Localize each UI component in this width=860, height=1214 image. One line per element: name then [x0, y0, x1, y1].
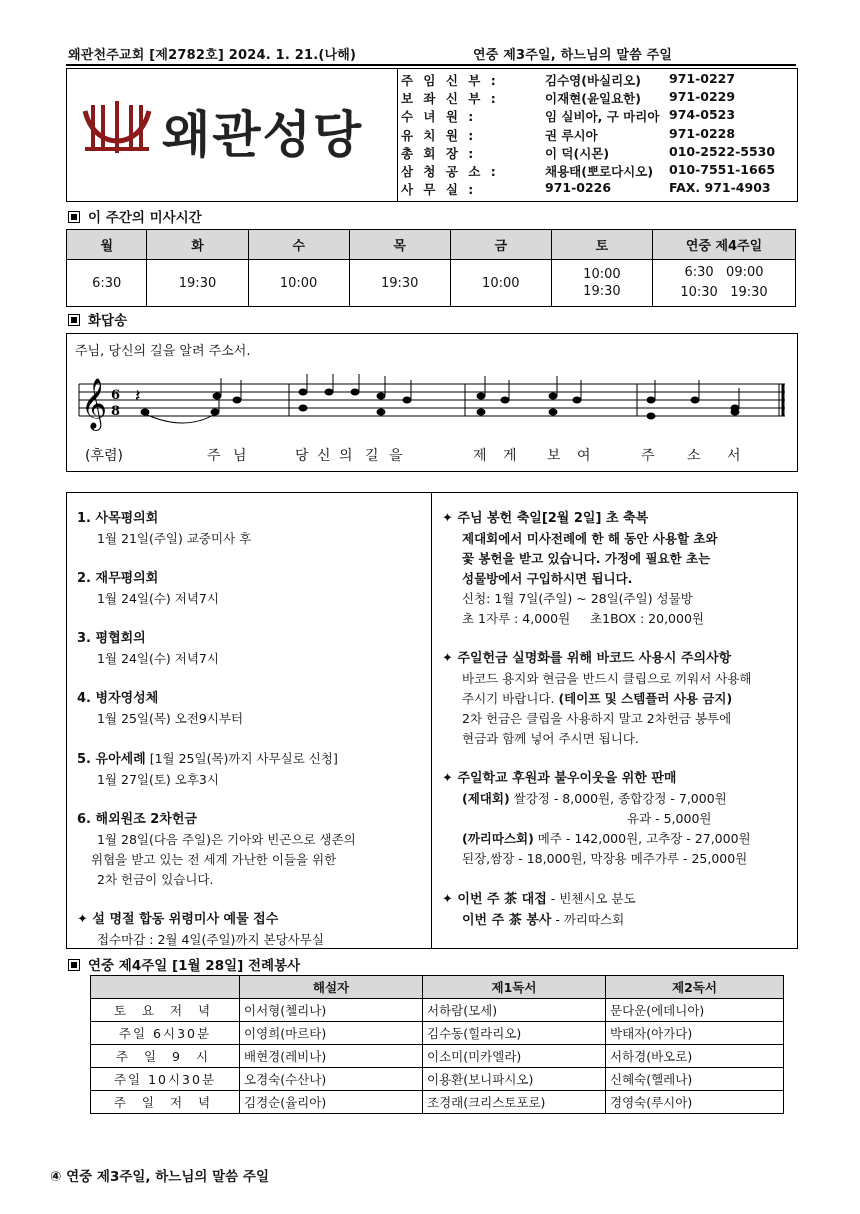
parish-info-box	[66, 68, 798, 202]
notices-left-column	[77, 509, 422, 950]
duty-title-text: 연중 제4주일 [1월 28일] 전례봉사	[88, 958, 301, 974]
notice-line: 신청: 1월 7일(주일) ~ 28일(주일) 성물방	[462, 591, 693, 606]
lyric: 서	[727, 448, 741, 464]
sale-items: 쌀강정 - 8,000원, 종합강정 - 7,000원	[509, 791, 727, 806]
day-header: 목	[349, 230, 450, 260]
page-footer: ④ 연중 제3주일, 하느님의 말씀 주일	[50, 1169, 269, 1185]
table-row	[91, 1022, 784, 1045]
lyric: 보	[547, 448, 561, 464]
tea-value: - 빈첸시오 분도	[546, 891, 636, 906]
mass-time: 19:30	[349, 260, 450, 307]
square-bullet-icon	[68, 314, 80, 326]
lyric: 님	[233, 448, 247, 464]
duty-cell: 배현경(레비나)	[240, 1045, 423, 1068]
staff-role: 주 임 신 부 :	[401, 73, 499, 88]
notice-line: 위협을 받고 있는 전 세계 가난한 이들을 위한	[91, 852, 337, 867]
day-header: 금	[450, 230, 551, 260]
duty-cell: 서하람(모세)	[423, 999, 606, 1022]
notice-line: 접수마감 : 2월 4일(주일)까지 본당사무실	[97, 932, 324, 947]
staff-name: 이 덕(시몬)	[545, 145, 610, 161]
staff-row	[401, 126, 793, 144]
tea-label: ✦ 이번 주 茶 대접	[442, 892, 547, 907]
notice-line: 1월 25일(목) 오전9시부터	[97, 711, 244, 726]
lyric: 주	[641, 448, 655, 464]
lyric: 게	[503, 448, 517, 464]
notice-title: ✦ 설 명절 합동 위령미사 예물 접수	[77, 912, 279, 927]
staff-row	[401, 144, 793, 162]
lyric: 당	[295, 448, 309, 464]
notice-line: 바코드 용지와 현금을 반드시 클립으로 끼워서 사용해	[462, 671, 752, 686]
duty-cell: 이서형(첼리나)	[240, 999, 423, 1022]
duty-cell: 서하경(바오로)	[606, 1045, 784, 1068]
staff-phone: 974-0523	[669, 107, 736, 123]
staff-name: 김수영(바실리오)	[545, 73, 641, 88]
mass-time: 19:30	[147, 260, 248, 307]
notice-title: 1. 사목평의회	[77, 511, 159, 526]
duty-header: 제2독서	[606, 976, 784, 999]
notice-title: 6. 해외원조 2차헌금	[77, 812, 197, 827]
notice-line: 1월 28일(다음 주일)은 기아와 빈곤으로 생존의	[97, 832, 356, 847]
psalm-section-title	[68, 309, 127, 329]
notice-title-extra: [1월 25일(목)까지 사무실로 신청]	[145, 751, 338, 766]
mass-schedule-table	[66, 229, 796, 307]
table-row	[91, 1045, 784, 1068]
duty-cell: 이영희(마르타)	[240, 1022, 423, 1045]
mass-slot: 토 요 저 녁	[91, 999, 240, 1022]
svg-text:6: 6	[111, 388, 121, 403]
day-header: 수	[248, 230, 349, 260]
duty-cell: 경영숙(루시아)	[606, 1091, 784, 1114]
lyric: 의	[339, 448, 353, 464]
liturgy-duty-table	[90, 975, 784, 1114]
duty-cell: 조경래(크리스토포로)	[423, 1091, 606, 1114]
duty-header: 해설자	[240, 976, 423, 999]
notice-title: ✦ 주님 봉헌 축일[2월 2일] 초 축복	[442, 511, 649, 526]
music-score	[75, 370, 787, 440]
staff-role: 유 치 원 :	[401, 127, 477, 143]
duty-section-title	[68, 954, 300, 974]
lyric: 길	[365, 448, 379, 464]
mass-time: 10:00	[450, 260, 551, 307]
mass-time: 6:30	[67, 260, 147, 307]
notice-title: ✦ 주일학교 후원과 불우이웃을 위한 판매	[442, 771, 677, 786]
duty-cell: 김수동(힐라리오)	[423, 1022, 606, 1045]
table-row	[91, 999, 784, 1022]
notice-line: 제대회에서 미사전례에 한 해 동안 사용할 초와	[462, 531, 718, 546]
staff-name: 971-0226	[545, 180, 612, 196]
mass-slot: 주 일 저 녁	[91, 1091, 240, 1114]
issue-info: 왜관천주교회 [제2782호] 2024. 1. 21.(나해)	[68, 48, 357, 63]
staff-phone: 971-0229	[669, 89, 736, 105]
psalm-response: 주님, 당신의 길을 알려 주소서.	[75, 344, 251, 359]
mass-section-title	[68, 206, 202, 226]
staff-role: 사 무 실 :	[401, 182, 477, 198]
staff-phone: 971-0228	[669, 125, 736, 141]
psalm-title-text: 화답송	[88, 313, 128, 329]
notice-line: 1월 27일(토) 오후3시	[97, 772, 219, 787]
duty-cell: 김경순(율리아)	[240, 1091, 423, 1114]
lyric: 을	[389, 448, 403, 464]
notice-line	[442, 889, 790, 910]
lyric: 여	[577, 448, 591, 464]
mass-time: 10:00 19:30	[551, 260, 652, 307]
svg-text:8: 8	[111, 404, 121, 419]
lyric: 주	[207, 448, 221, 464]
notice-line: 초 1자루 : 4,000원 초1BOX : 20,000원	[462, 611, 704, 626]
staff-name: 권 루시아	[545, 127, 598, 143]
duty-cell: 신혜숙(헬레나)	[606, 1068, 784, 1091]
header-divider	[66, 64, 796, 66]
sale-group: (까리따스회)	[462, 831, 534, 846]
staff-row	[401, 180, 793, 198]
notice-title: 3. 평협회의	[77, 631, 146, 646]
mass-days-row	[67, 230, 796, 260]
notice-title: 5. 유아세례	[77, 752, 146, 767]
staff-row	[401, 89, 793, 107]
duty-cell: 문다운(에데니아)	[606, 999, 784, 1022]
staff-phone: FAX. 971-4903	[669, 180, 771, 196]
notice-title: ✦ 주일헌금 실명화를 위해 바코드 사용시 주의사항	[442, 651, 732, 666]
notice-title-row	[77, 749, 422, 770]
notice-line: 된장,쌈장 - 18,000원, 막장용 메주가루 - 25,000원	[462, 851, 748, 866]
page-header	[68, 44, 796, 63]
lyric: 소	[687, 448, 701, 464]
notice-line: 1월 21일(주일) 교중미사 후	[97, 531, 252, 546]
duty-header	[91, 976, 240, 999]
column-divider	[431, 493, 432, 948]
duty-header: 제1독서	[423, 976, 606, 999]
mass-time: 6:30 09:00 10:30 19:30	[653, 260, 796, 307]
lyric: 신	[317, 448, 331, 464]
staff-role: 삼 청 공 소 :	[401, 163, 499, 179]
notice-line: 꽃 봉헌을 받고 있습니다. 가정에 필요한 초는	[462, 551, 711, 566]
staff-row	[401, 107, 793, 125]
tea-label: 이번 주 茶 봉사	[462, 913, 552, 928]
sale-items: 메주 - 142,000원, 고추장 - 27,000원	[533, 831, 751, 846]
mass-slot: 주일 10시30분	[91, 1068, 240, 1091]
staff-role: 수 녀 원 :	[401, 109, 477, 125]
notice-line: 현금과 함께 넣어 주시면 됩니다.	[462, 731, 639, 746]
staff-phone: 010-2522-5530	[669, 143, 776, 159]
staff-row	[401, 162, 793, 180]
staff-role: 보 좌 신 부 :	[401, 91, 499, 107]
duty-cell: 박태자(아가다)	[606, 1022, 784, 1045]
mass-time: 10:00	[248, 260, 349, 307]
mass-times-row	[67, 260, 796, 307]
table-row	[91, 1091, 784, 1114]
notice-line	[442, 689, 790, 709]
square-bullet-icon	[68, 211, 80, 223]
svg-text:𝄞: 𝄞	[81, 378, 108, 429]
notice-line	[442, 910, 790, 931]
notice-title: 2. 재무평의회	[77, 571, 159, 586]
notice-line: 1월 24일(수) 저녁7시	[97, 591, 219, 606]
parish-logo-text: 왜관성당	[162, 105, 364, 164]
notice-text: 주시기 바랍니다.	[462, 691, 559, 706]
notice-line: 유과 - 5,000원	[627, 811, 712, 826]
sale-group: (제대회)	[462, 791, 510, 806]
staff-phone: 971-0227	[669, 71, 736, 86]
psalm-box	[66, 333, 798, 472]
notice-line	[442, 829, 790, 849]
staff-row	[401, 71, 793, 89]
notice-line: 2차 헌금이 있습니다.	[97, 872, 214, 887]
notice-line: 1월 24일(수) 저녁7시	[97, 651, 219, 666]
day-header: 연중 제4주일	[653, 230, 796, 260]
duty-cell: 이용환(보니파시오)	[423, 1068, 606, 1091]
staff-phone: 010-7551-1665	[669, 161, 776, 177]
duty-header-row	[91, 976, 784, 999]
staff-list	[401, 71, 793, 198]
duty-cell: 오경숙(수산나)	[240, 1068, 423, 1091]
staff-name: 임 실비아, 구 마리아	[545, 109, 660, 125]
notice-line: 2차 헌금은 클립을 사용하지 말고 2차헌금 봉투에	[462, 711, 732, 726]
notices-right-column	[442, 509, 790, 931]
lyric: 제	[473, 448, 487, 464]
staff-role: 총 회 장 :	[401, 145, 477, 161]
notice-line: 성물방에서 구입하시면 됩니다.	[462, 571, 633, 586]
staff-name: 이재현(윤일요한)	[545, 91, 641, 107]
notice-line	[442, 789, 790, 809]
duty-cell: 이소미(미카엘라)	[423, 1045, 606, 1068]
mass-slot: 주 일 9 시	[91, 1045, 240, 1068]
square-bullet-icon	[68, 959, 80, 971]
notice-warning: (테이프 및 스템플러 사용 금지)	[558, 691, 733, 706]
table-row	[91, 1068, 784, 1091]
notice-title: 4. 병자영성체	[77, 691, 159, 706]
mass-title-text: 이 주간의 미사시간	[88, 210, 202, 226]
psalm-refrain-label: (후렴)	[85, 448, 123, 464]
day-header: 토	[551, 230, 652, 260]
staff-name: 채용태(뽀로다시오)	[545, 163, 654, 179]
svg-text:𝄽: 𝄽	[135, 386, 141, 407]
mass-slot: 주일 6시30분	[91, 1022, 240, 1045]
day-header: 화	[147, 230, 248, 260]
church-logo-icon	[77, 101, 157, 157]
tea-value: - 까리따스회	[551, 912, 625, 927]
sunday-title: 연중 제3주일, 하느님의 말씀 주일	[473, 48, 673, 63]
logo-cell	[67, 69, 398, 201]
notices-box	[66, 492, 798, 949]
day-header: 월	[67, 230, 147, 260]
